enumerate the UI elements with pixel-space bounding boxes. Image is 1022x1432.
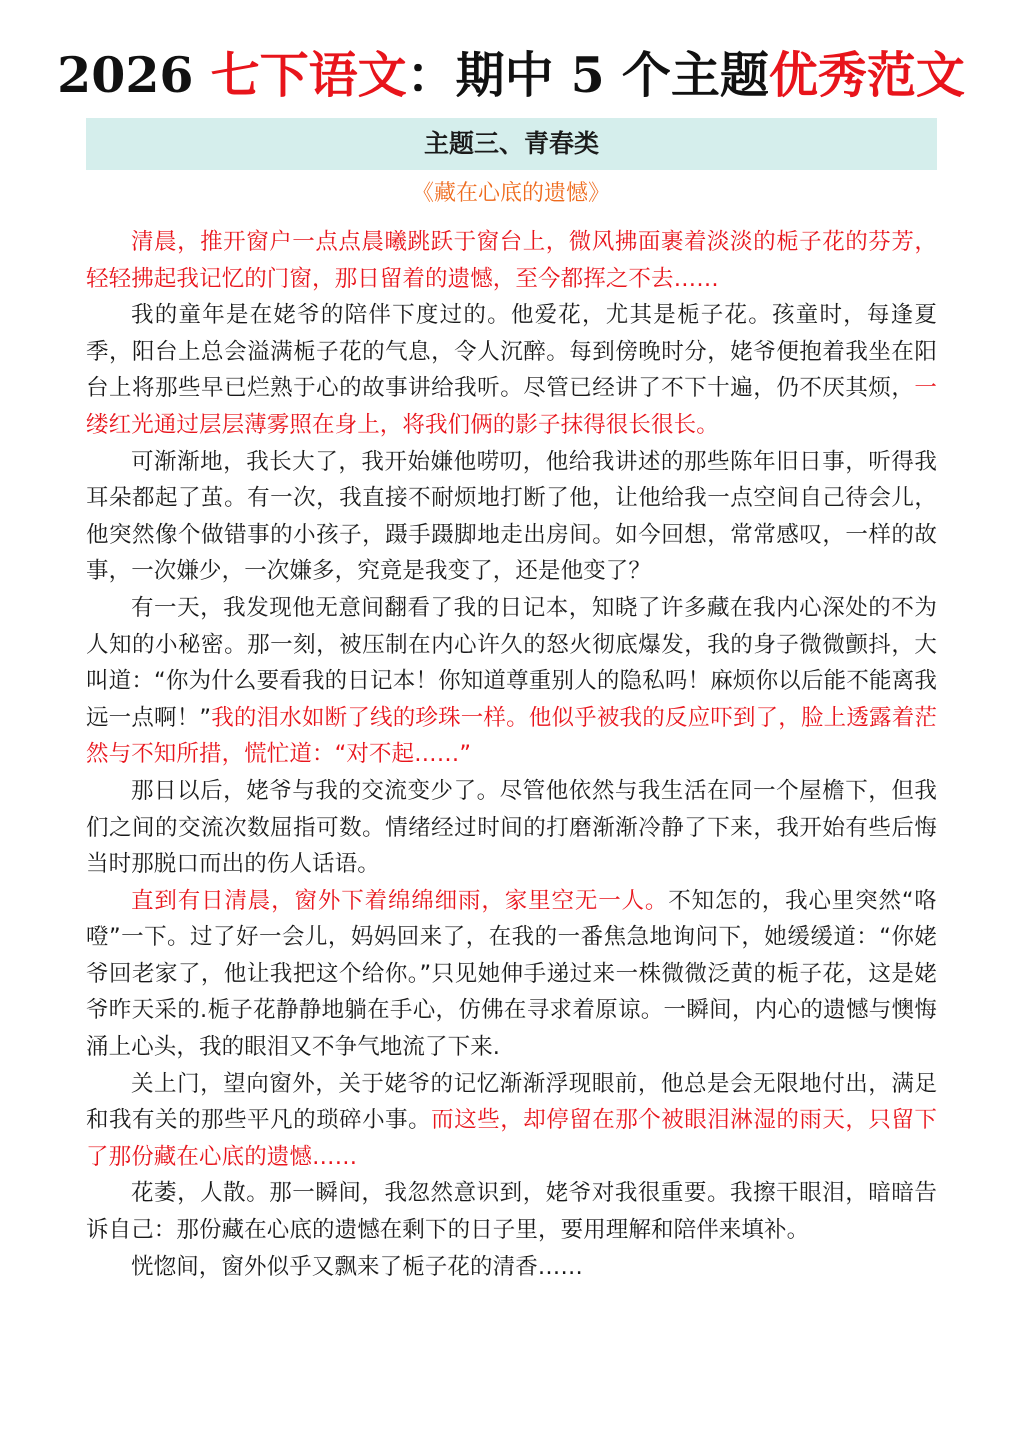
title-year: 2026 <box>57 46 194 104</box>
paragraph <box>86 224 937 297</box>
paragraph <box>86 773 937 883</box>
sentence: 不知怎的，我心里突然“咯噔”一下。过了好一会儿，妈妈回来了，在我的一番焦急地询问下，她缓缓道：“你姥爷回老家了，他让我把这个给你。”只见她伸手递过来一株微微泛黄的栀子花，这是姥爷昨天采的.栀子花静静地躺在手心，仿佛在寻求着原谅。一瞬间，内心的遗憾与懊悔涌上心头，我的眼泪又不争气地流了下来. <box>86 887 937 1061</box>
title-middle: ：期中 5 个主题 <box>406 46 769 104</box>
paragraph <box>86 297 937 443</box>
sentence: 那日以后，姥爷与我的交流变少了。尽管他依然与我生活在同一个屋檐下，但我们之间的交流次数屈指可数。情绪经过时间的打磨渐渐冷静了下来，我开始有些后悔当时那脱口而出的伤人话语。 <box>86 777 937 878</box>
paragraph <box>86 444 937 590</box>
essay-title: 《藏在心底的遗憾》 <box>411 181 610 206</box>
paragraph <box>86 1066 937 1176</box>
highlighted-sentence: 我的泪水如断了线的珍珠一样。他似乎被我的反应吓到了，脸上透露着茫然与不知所措，慌忙道：“对不起……” <box>86 704 937 768</box>
sentence: 有一天，我发现他无意间翻看了我的日记本，知晓了许多藏在我内心深处的不为人知的小秘密。那一刻，被压制在内心许久的怒火彻底爆发，我的身子微微颤抖，大叫道：“你为什么要看我的日记本！你知道尊重别人的隐私吗！麻烦你以后能不能离我远一点啊！” <box>86 594 937 731</box>
title-subject: 七下语文 <box>210 46 407 104</box>
paragraph <box>86 590 937 773</box>
highlighted-sentence: 清晨，推开窗户一点点晨曦跳跃于窗台上，微风拂面裹着淡淡的栀子花的芬芳，轻轻拂起我记忆的门窗，那日留着的遗憾，至今都挥之不去…… <box>86 229 937 292</box>
theme-banner: 主题三、青春类 <box>86 118 937 170</box>
sentence: 花萎，人散。那一瞬间，我忽然意识到，姥爷对我很重要。我擦干眼泪，暗暗告诉自己：那份藏在心底的遗憾在剩下的日子里，要用理解和陪伴来填补。 <box>86 1180 937 1244</box>
paragraph <box>86 1249 937 1286</box>
sentence: 关上门，望向窗外，关于姥爷的记忆渐渐浮现眼前，他总是会无限地付出，满足和我有关的那些平凡的琐碎小事。 <box>86 1070 937 1134</box>
sentence: 可渐渐地，我长大了，我开始嫌他唠叨，他给我讲述的那些陈年旧日事，听得我耳朵都起了茧。有一次，我直接不耐烦地打断了他，让他给我一点空间自己待会儿，他突然像个做错事的小孩子，蹑手蹑脚地走出房间。如今回想，常常感叹，一样的故事，一次嫌少，一次嫌多，究竟是我变了，还是他变了？ <box>86 448 937 585</box>
paragraph <box>86 1175 937 1248</box>
paragraph <box>86 883 937 1066</box>
title-highlight: 优秀范文 <box>768 46 965 104</box>
essay-body <box>86 224 937 1285</box>
highlighted-sentence: 而这些，却停留在那个被眼泪淋湿的雨天，只留下了那份藏在心底的遗憾…… <box>86 1107 937 1170</box>
highlighted-sentence: 一缕红光通过层层薄雾照在身上，将我们俩的影子抹得很长很长。 <box>86 375 937 438</box>
sentence: 我的童年是在姥爷的陪伴下度过的。他爱花，尤其是栀子花。孩童时，每逢夏季，阳台上总会溢满栀子花的气息，令人沉醉。每到傍晚时分，姥爷便抱着我坐在阳台上将那些早已烂熟于心的故事讲给我听。尽管已经讲了不下十遍，仍不厌其烦， <box>86 302 937 402</box>
highlighted-sentence: 直到有日清晨，窗外下着绵绵细雨，家里空无一人。 <box>131 887 669 914</box>
sentence: 恍惚间，窗外似乎又飘来了栀子花的清香…… <box>131 1253 584 1280</box>
page-title <box>0 40 1022 110</box>
